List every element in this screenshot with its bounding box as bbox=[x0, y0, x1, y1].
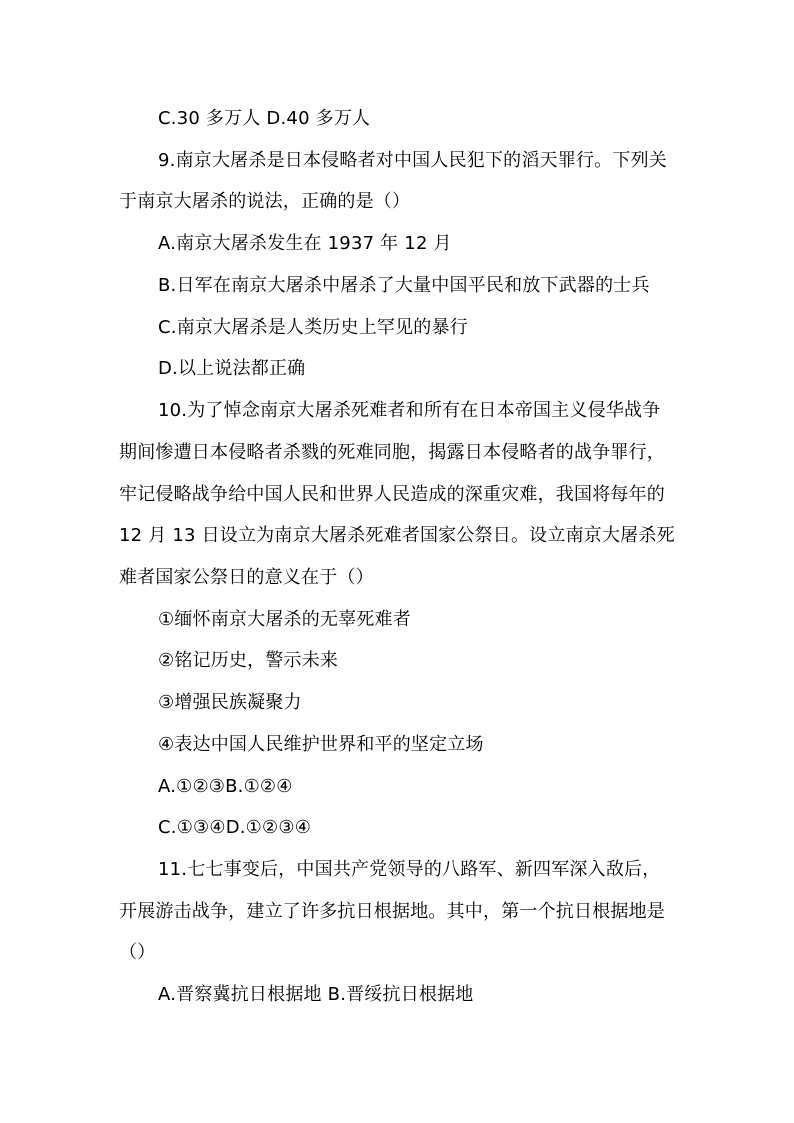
question-10-item-4: ④表达中国人民维护世界和平的坚定立场 bbox=[158, 734, 484, 755]
question-11-line-1: 11.七七事变后，中国共产党领导的八路军、新四军深入敌后， bbox=[158, 859, 661, 880]
question-9-option-c: C.南京大屠杀是人类历史上罕见的暴行 bbox=[158, 317, 468, 338]
question-10-option-a-b: A.①②③B.①②④ bbox=[158, 776, 293, 797]
question-10-option-c-d: C.①③④D.①②③④ bbox=[158, 817, 312, 838]
question-9-option-a: A.南京大屠杀发生在 1937 年 12 月 bbox=[158, 233, 452, 254]
option-line-c-d: C.30 多万人 D.40 多万人 bbox=[158, 108, 371, 129]
question-10-line-5: 难者国家公祭日的意义在于（） bbox=[119, 567, 374, 588]
question-11-line-2: 开展游击战争，建立了许多抗日根据地。其中，第一个抗日根据地是 bbox=[119, 901, 665, 922]
question-11-line-3: （） bbox=[119, 942, 156, 963]
question-9-option-b: B.日军在南京大屠杀中屠杀了大量中国平民和放下武器的士兵 bbox=[158, 275, 650, 296]
question-10-line-1: 10.为了悼念南京大屠杀死难者和所有在日本帝国主义侵华战争 bbox=[158, 400, 661, 421]
question-10-item-1: ①缅怀南京大屠杀的无辜死难者 bbox=[158, 609, 411, 630]
question-9-option-d: D.以上说法都正确 bbox=[158, 358, 306, 379]
question-10-line-4: 12 月 13 日设立为南京大屠杀死难者国家公祭日。设立南京大屠杀死 bbox=[119, 525, 675, 546]
question-10-line-3: 牢记侵略战争给中国人民和世界人民造成的深重灾难，我国将每年的 bbox=[119, 484, 665, 505]
question-9-line-1: 9.南京大屠杀是日本侵略者对中国人民犯下的滔天罪行。下列关 bbox=[158, 150, 667, 171]
question-10-item-3: ③增强民族凝聚力 bbox=[158, 692, 302, 713]
question-11-option-a-b: A.晋察冀抗日根据地 B.晋绥抗日根据地 bbox=[158, 984, 474, 1005]
question-10-line-2: 期间惨遭日本侵略者杀戮的死难同胞，揭露日本侵略者的战争罪行， bbox=[119, 442, 665, 463]
question-9-line-2: 于南京大屠杀的说法，正确的是（） bbox=[119, 191, 411, 212]
question-10-item-2: ②铭记历史，警示未来 bbox=[158, 650, 339, 671]
